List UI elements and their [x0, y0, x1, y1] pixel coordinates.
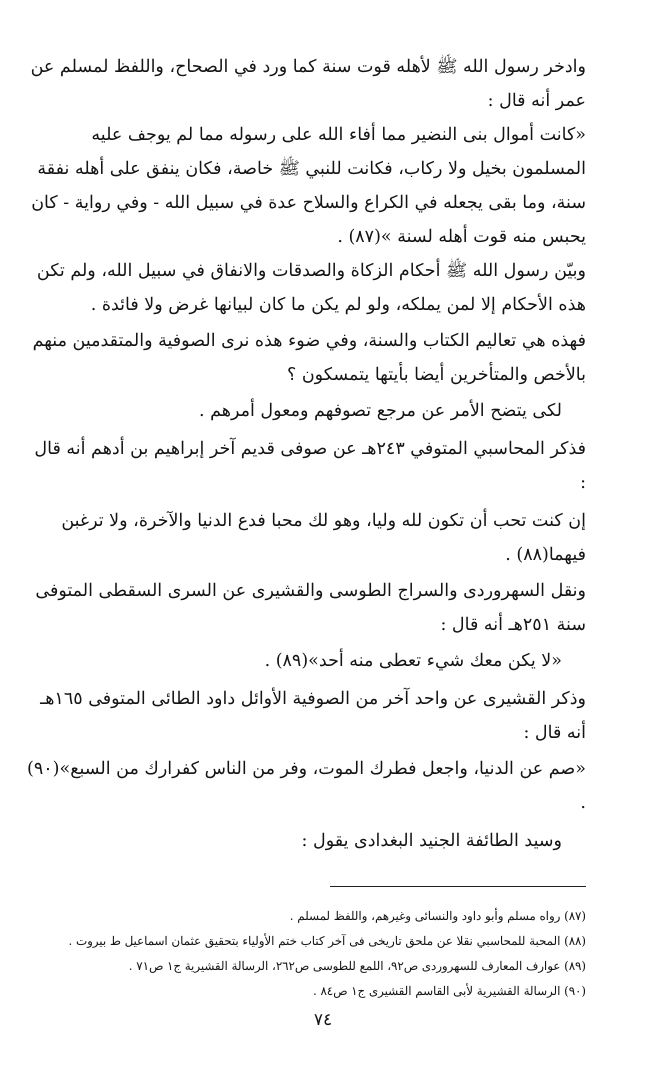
page-number: ٧٤: [313, 1010, 333, 1030]
paragraph-3: وبيّن رسول الله ﷺ أحكام الزكاة والصدقات والانفاق في سبيل الله، ولم تكن هذه الأحكام إلا لمن يملكه، ولو لم يكن ما كان لبيانها غرض ولا فائدة .: [36, 261, 586, 315]
paragraph-5: لكى يتضح الأمر عن مرجع تصوفهم ومعول أمرهم .: [198, 401, 562, 421]
paragraph-8: ونقل السهروردى والسراج الطوسى والقشيرى عن السرى السقطى المتوفى سنة ٢٥١هـ أنه قال :: [35, 581, 586, 635]
paragraph-12: وسيد الطائفة الجنيد البغدادى يقول :: [301, 831, 562, 851]
paragraph-11-quote: «صم عن الدنيا، واجعل فطرك الموت، وفر من الناس كفرارك من السبع»(٩٠) .: [27, 759, 586, 813]
paragraph-7-quote: إن كنت تحب أن تكون لله وليا، وهو لك محبا فدع الدنيا والآخرة، ولا ترغبن فيهما(٨٨) .: [61, 511, 586, 565]
footnote-88: (٨٨) المحبة للمحاسبي نقلا عن ملحق تاريخى فى آخر كتاب ختم الأولياء بتحقيق عثمان اسماعيل ط بيروت .: [68, 934, 586, 948]
paragraph-10: وذكر القشيرى عن واحد آخر من الصوفية الأوائل داود الطائى المتوفى ١٦٥هـ أنه قال :: [40, 689, 586, 743]
paragraph-2-quote: «كانت أموال بنى النضير مما أفاء الله على رسوله مما لم يوجف عليه المسلمون بخيل ولا ركاب، فكانت للنبي ﷺ خاصة، فكان ينفق على أهله نفقة سنة، وما بقى يجعله في الكراع والسلاح عدة في سبيل الله - وفي رواية - كان يحبس منه قوت أهله لسنة »(٨٧) .: [31, 125, 586, 247]
footnote-90: (٩٠) الرسالة القشيرية لأبى القاسم القشيرى ج١ ص٨٤ .: [312, 984, 586, 998]
paragraph-4: فهذه هي تعاليم الكتاب والسنة، وفي ضوء هذه نرى الصوفية والمتقدمين منهم بالأخص والمتأخرين أيضا بأيتها يتمسكون ؟: [32, 331, 586, 385]
footnote-87: (٨٧) رواه مسلم وأبو داود والنسائى وغيرهم، واللفظ لمسلم .: [289, 909, 586, 923]
paragraph-9-quote: «لا يكن معك شيء تعطى منه أحد»(٨٩) .: [264, 651, 562, 671]
footnote-separator: [330, 886, 586, 887]
footnote-89: (٨٩) عوارف المعارف للسهروردى ص٩٢، اللمع للطوسى ص٢٦٢، الرسالة القشيرية ج١ ص٧١ .: [128, 959, 586, 973]
paragraph-1: وادخر رسول الله ﷺ لأهله قوت سنة كما ورد في الصحاح، واللفظ لمسلم عن عمر أنه قال :: [30, 57, 586, 111]
paragraph-6: فذكر المحاسبي المتوفي ٢٤٣هـ عن صوفى قديم آخر إبراهيم بن أدهم أنه قال :: [34, 439, 586, 493]
